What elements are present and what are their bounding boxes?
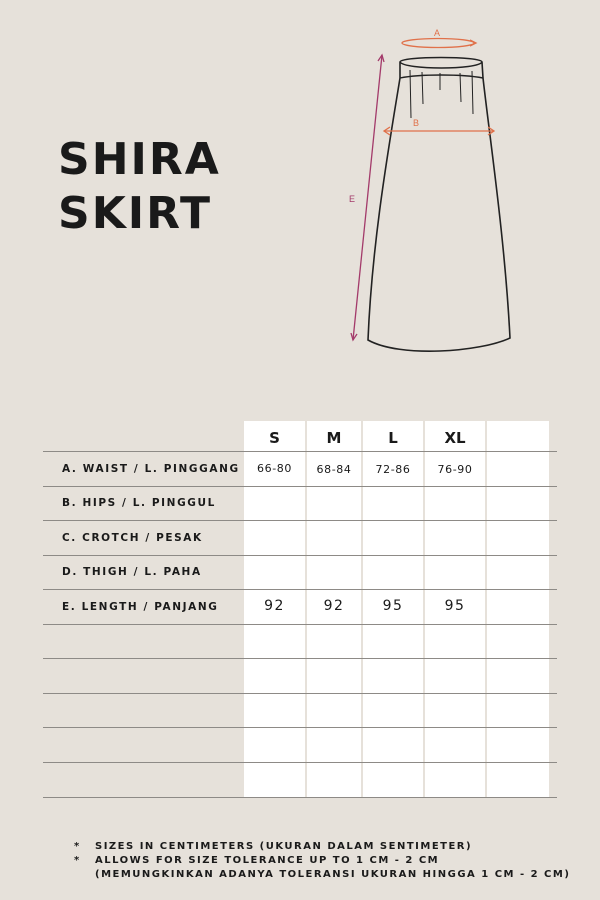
row-divider: [43, 624, 557, 625]
row-divider: [43, 555, 557, 556]
cell-length-m: 92: [323, 598, 345, 614]
size-column-extra: [487, 421, 549, 798]
cell-waist-xl: 76-90: [437, 463, 473, 476]
cell-length-l: 95: [382, 598, 404, 614]
row-label-thigh: D. THIGH / L. PAHA: [62, 566, 202, 578]
row-label-waist: A. WAIST / L. PINGGANG: [62, 463, 240, 475]
row-divider: [43, 589, 557, 590]
row-divider: [43, 486, 557, 487]
cell-waist-s: 66-80: [257, 462, 292, 475]
cell-waist-l: 72-86: [375, 463, 411, 476]
note-tolerance-translation: (MEMUNGKINKAN ADANYA TOLERANSI UKURAN HINGGA 1 CM - 2 CM): [95, 869, 571, 880]
row-divider: [43, 451, 557, 452]
note-bullet: *: [74, 855, 81, 866]
footnotes: [74, 840, 570, 882]
row-label-hips: B. HIPS / L. PINGGUL: [62, 497, 216, 509]
row-divider: [43, 762, 557, 763]
skirt-diagram: [330, 20, 530, 370]
row-divider: [43, 727, 557, 728]
row-divider: [43, 797, 557, 798]
size-header-l: L: [388, 429, 398, 447]
product-title-line1: SHIRA: [58, 134, 221, 185]
size-header-xl: XL: [444, 429, 466, 447]
measure-label-e: E: [349, 194, 356, 204]
measure-label-a: A: [434, 28, 441, 38]
length-measure-line: [353, 55, 382, 340]
waistband: [400, 62, 482, 68]
note-units: SIZES IN CENTIMETERS (UKURAN DALAM SENTIMETER): [95, 841, 473, 852]
row-label-crotch: C. CROTCH / PESAK: [62, 532, 203, 544]
size-header-m: M: [326, 429, 342, 447]
note-tolerance: ALLOWS FOR SIZE TOLERANCE UP TO 1 CM - 2 CM: [95, 855, 440, 866]
row-divider: [43, 658, 557, 659]
skirt-outline: [368, 58, 510, 352]
row-label-length: E. LENGTH / PANJANG: [62, 601, 219, 613]
row-divider: [43, 520, 557, 521]
note-bullet: *: [74, 841, 81, 852]
cell-length-s: 92: [264, 598, 285, 614]
waist-measure-ring: [402, 39, 474, 48]
cell-length-xl: 95: [444, 598, 466, 614]
row-divider: [43, 693, 557, 694]
size-header-s: S: [269, 429, 280, 447]
cell-waist-m: 68-84: [316, 463, 352, 476]
product-title-line2: SKIRT: [58, 188, 213, 239]
measure-label-b: B: [413, 118, 420, 128]
